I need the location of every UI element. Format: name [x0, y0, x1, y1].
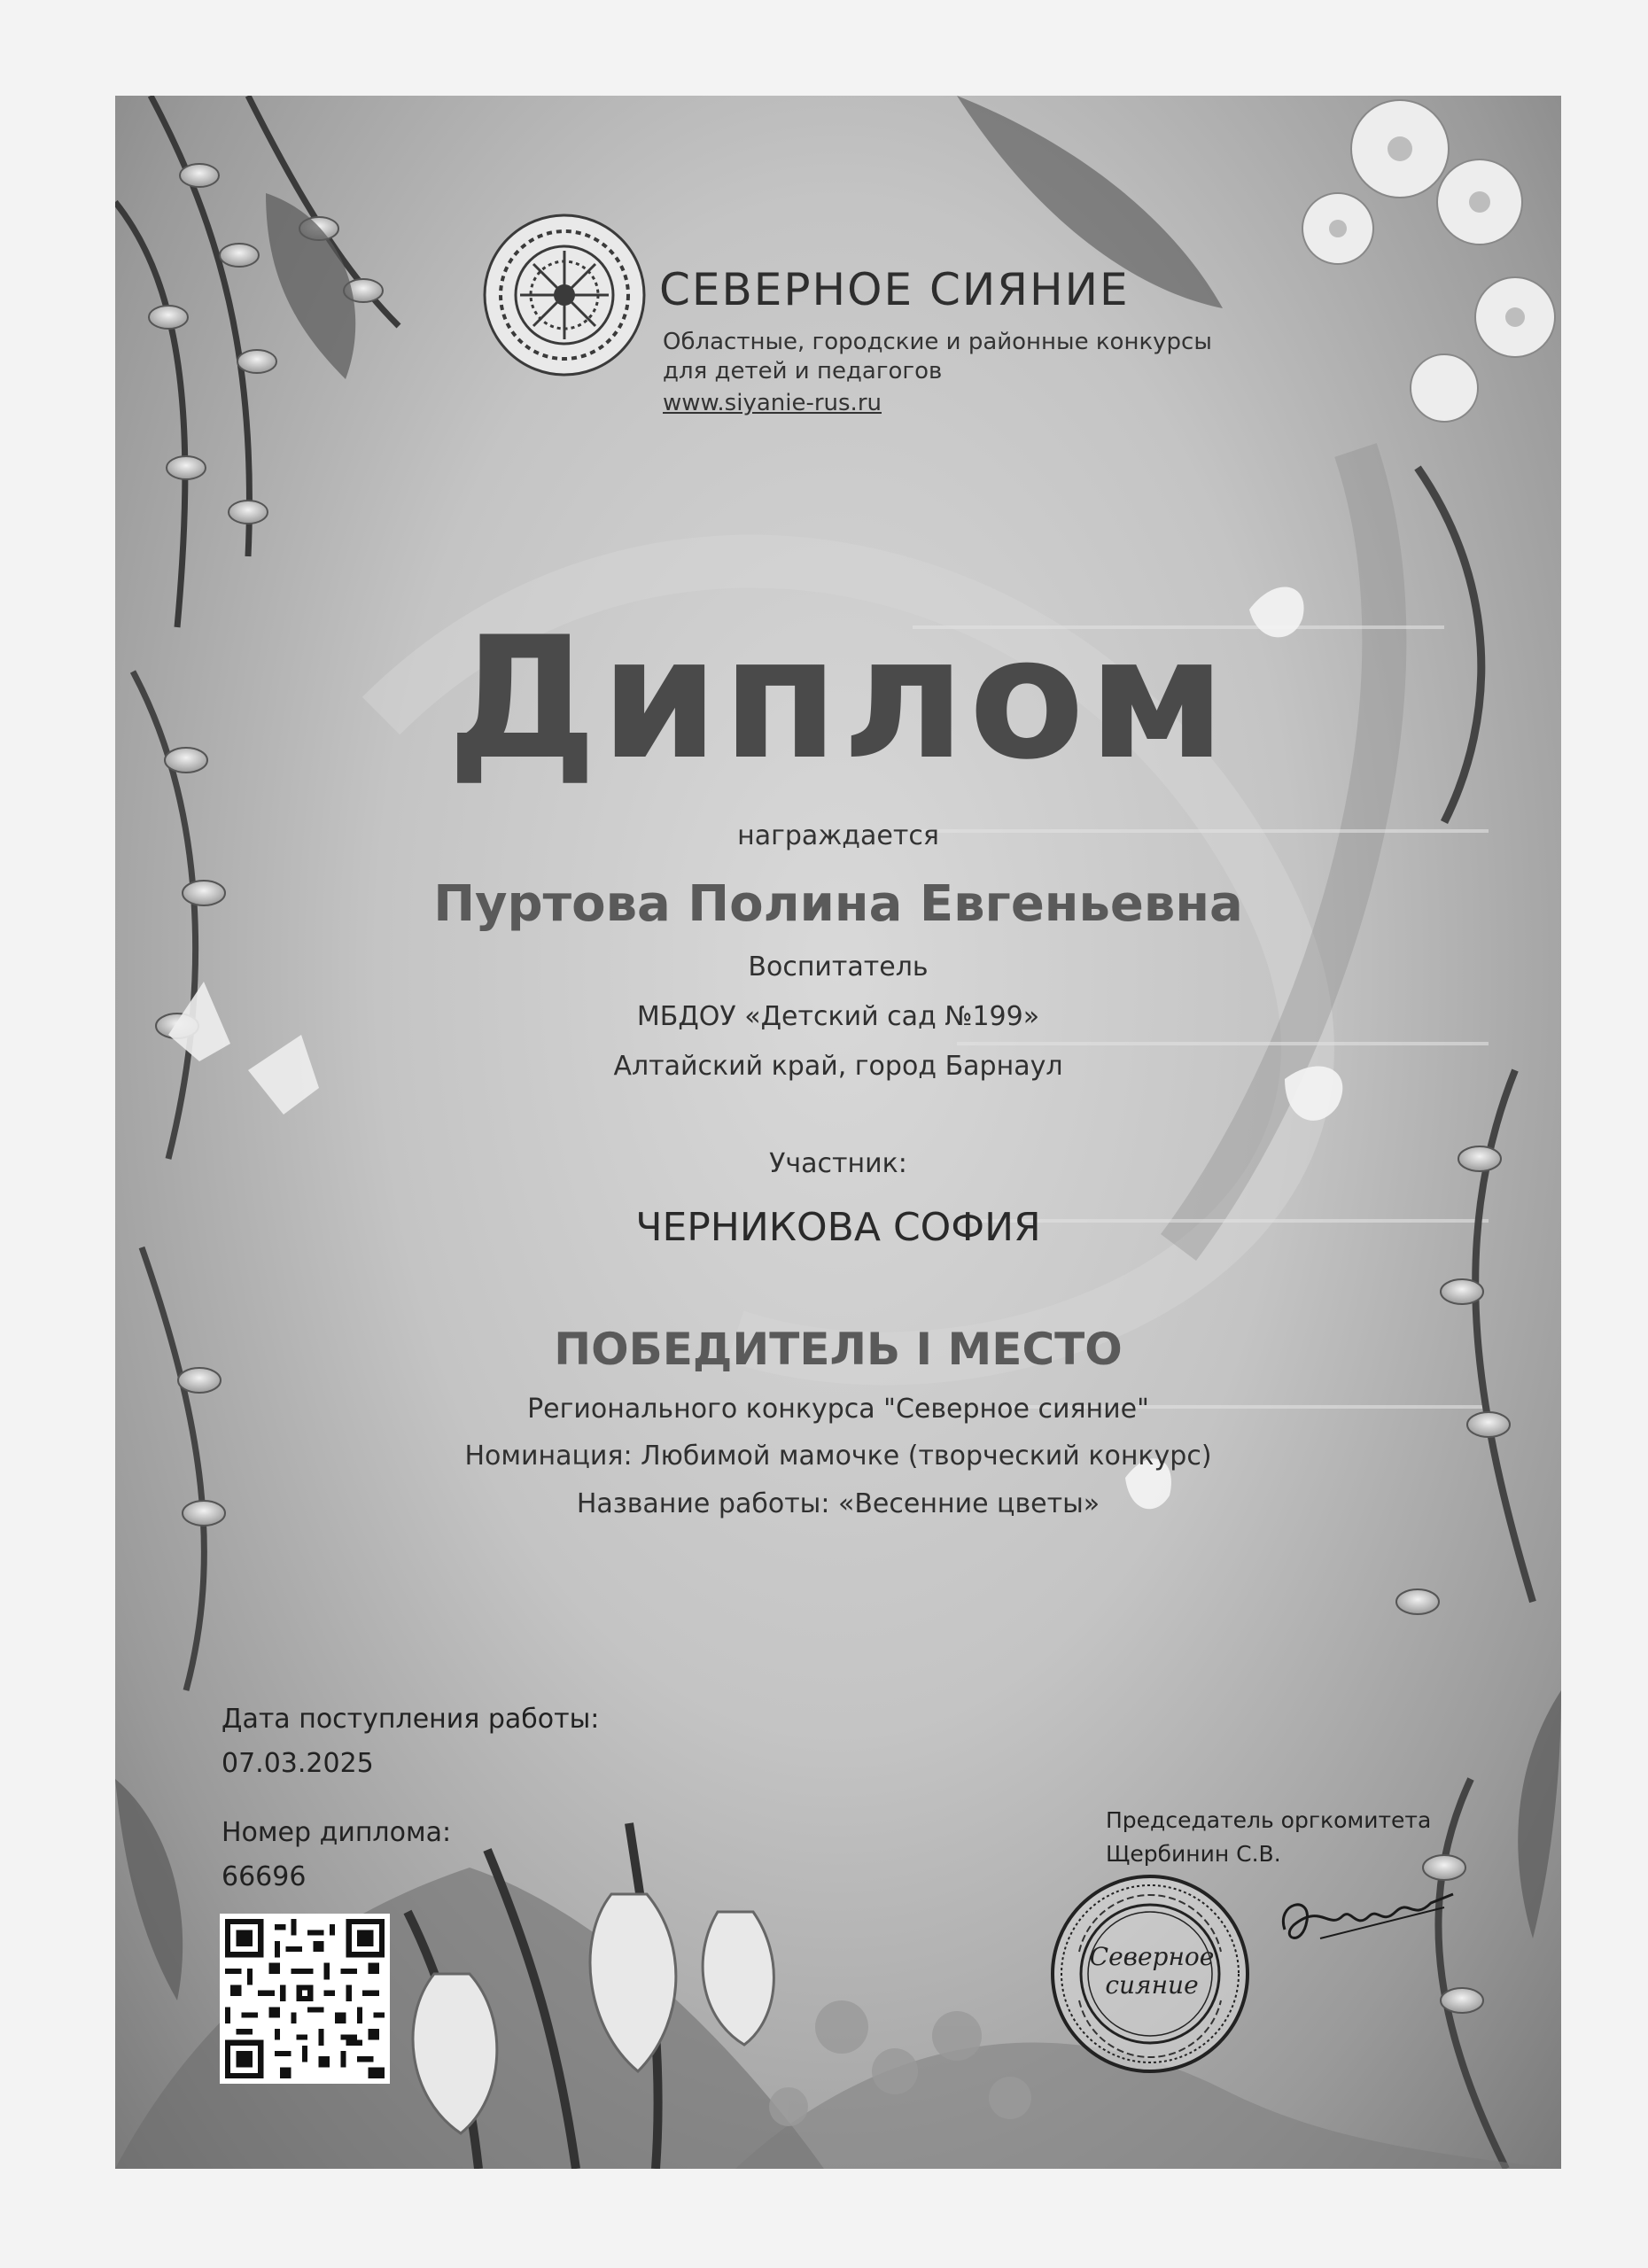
brand-tagline [663, 328, 1283, 386]
diploma-number-label: Номер диплома: [222, 1817, 452, 1848]
chairman-title: Председатель оргкомитета [1106, 1807, 1432, 1833]
seal-text [1081, 1943, 1223, 2000]
recipient-position: Воспитатель [748, 951, 929, 983]
qr-code-icon[interactable] [220, 1914, 390, 2084]
nomination: Номинация: Любимой мамочке (творческий конкурс) [464, 1441, 1212, 1472]
recipient-organization: МБДОУ «Детский сад №199» [636, 1001, 1040, 1032]
work-title: Название работы: «Весенние цветы» [576, 1488, 1100, 1519]
mandala-logo-icon [480, 211, 649, 379]
recipient-name: Пуртова Полина Евгеньевна [433, 875, 1243, 933]
contest-name: Регионального конкурса "Северное сияние" [527, 1394, 1149, 1425]
recipient-location: Алтайский край, город Барнаул [613, 1051, 1063, 1082]
tagline-line-2: для детей и педагогов [663, 358, 943, 384]
awarded-label: награждается [737, 820, 939, 851]
tagline-line-1: Областные, городские и районные конкурсы [663, 329, 1212, 355]
participant-label: Участник: [769, 1148, 907, 1179]
date-label: Дата поступления работы: [222, 1704, 600, 1735]
participant-name: ЧЕРНИКОВА СОФИЯ [635, 1205, 1041, 1250]
diploma-number-value: 66696 [222, 1861, 307, 1892]
date-value: 07.03.2025 [222, 1748, 374, 1779]
chairman-name: Щербинин С.В. [1106, 1841, 1281, 1867]
seal-line-2: сияние [1105, 1970, 1199, 2000]
signature-icon [1267, 1876, 1462, 1965]
diploma-details [222, 1697, 599, 1899]
award-result: ПОБЕДИТЕЛЬ I МЕСТО [554, 1324, 1123, 1375]
website-link[interactable]: www.siyanie-rus.ru [663, 390, 882, 416]
diploma-sheet [115, 96, 1561, 2169]
diploma-title: Диплом [447, 601, 1230, 796]
chairman-block [1106, 1804, 1431, 1871]
brand-name: СЕВЕРНОЕ СИЯНИЕ [659, 264, 1130, 315]
seal-line-1: Северное [1089, 1942, 1215, 1971]
